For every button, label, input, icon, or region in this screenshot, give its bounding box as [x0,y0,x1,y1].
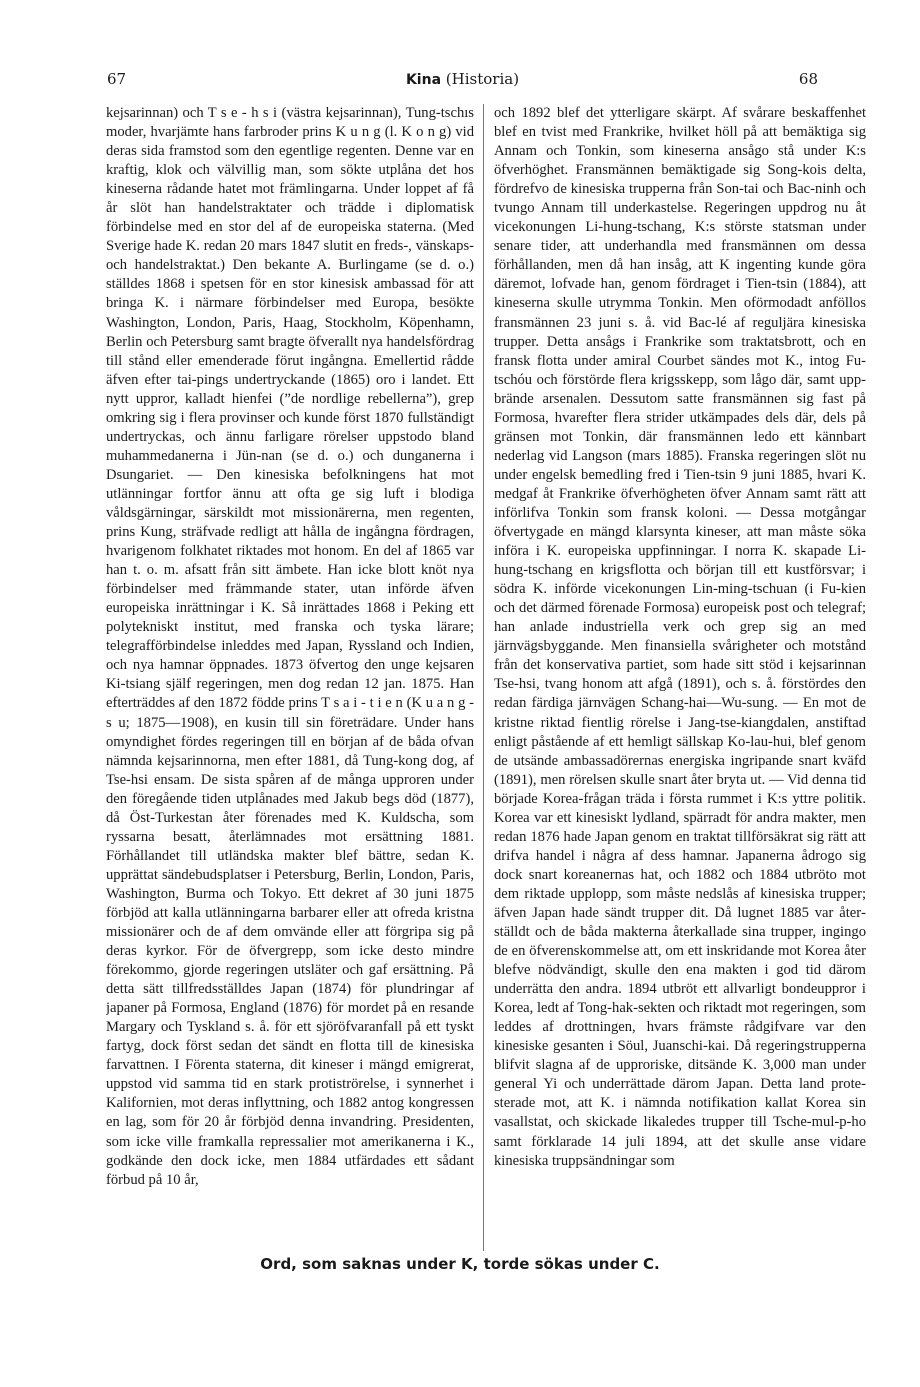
page-footer-note: Ord, som saknas under K, torde sökas under C. [260,1255,660,1273]
text-column-right [494,104,866,1256]
running-title-qualifier: (Historia) [445,70,520,88]
running-title [107,70,818,88]
left-column-text: kejsarinnan) och T s e - h s i (västra kejsarinnan), Tung-tschıs moder, hvarjämte hans farbroder prins K u n g (l. K o n g) vid deras sida framstod som den egentlige regenten. Denne var en kraftig, klok och välvillig man, som sökte utplåna det hos kineserna rådande hatet mot främlingarna. Under loppet af få år slöt han handelstraktater och trädde i diplomatisk förbindelse med en stor del af de europeiska staterna. (Med Sverige hade K. redan 20 mars 1847 slutit en freds-, vänskaps- och handelstraktat.) Den bekante A. Burlingame (se d. o.) ställdes 1868 i spetsen för en stor kinesisk ambassad för att bringa K. i närmare förbindelser med Europa, besökte Washington, London, Paris, Haag, Stockholm, Köpenhamn, Berlin och Petersburg samt bragte öfverallt nya handelsfördrag till stånd eller emenderade förut ingångna. Emellertid rådde äfven efter tai-pings undertryckande (1865) oro i landet. Ett nytt uppror, kalladt hienfei (”de nordlige rebellerna”), grep omkring sig i flera provinser och kunde först 1870 fullständigt undertryckas, och ännu farligare rörelser uppstodo bland muhammedanerna i Jün-nan (se d. o.) och dunganerna i Dsungariet. — Den kinesiska befolkningens hat mot utlänningar fortfor ännu att ofta ge sig luft i blodiga våldsgärningar, särskildt mot missionärerna, men regenten, prins Kung, sträfvade redligt att hålla de ingångna fördragen, hvarigenom folkhatet riktades mot honom. En del af 1865 var han t. o. m. afsatt från sitt ämbete. Han icke blott knöt nya förbindelser med främmande stater, utan införde äfven europeiska inrättningar i K. Så inrättades 1868 i Peking ett polytekniskt institut, med franska och tyska lärare; telegrafförbindelse inleddes med Japan, Ryssland och Indien, och nya hamnar öppnades. 1873 öfvertog den unge kejsaren Ki-tsiang själf regeringen, men dog redan 12 jan. 1875. Han efterträddes af den 1872 födde prins T s a i - t i e n (K u a n g - s u; 1875—1908), en kusin till sin företrädare. Under hans omyndighet fördes regeringen till en början af de båda ofvan nämnda kejsarinnorna, men efter 1881, då Tung-kong dog, af Tse-hsi ensam. De sista spåren af de många upproren under den föregående tiden utplånades med Jakub begs död (1877), då Öst-Turkestan åter förenades med K. Kuldscha, som ryssarna besatt, återlämnades mot ersättning 1881. Förhållandet till utländska makter blef bättre, sedan K. upprättat sändebudsplatser i Petersburg, Berlin, London, Paris, Washington, Burma och Tokyo. Ett dekret af 30 juni 1875 förbjöd att kalla utlänningarna barbarer eller att ofreda kristna missionärer och de af dem omvände eller att förgripa sig på deras kyrkor. För de öfvergrepp, som icke desto mindre förekommo, gjorde regeringen utsläter och gaf ersättning. På detta sätt tillfredsställdes Japan (1874) för plundringar af japaner på Formosa, England (1876) för mordet på en resande Margary och Tyskland s. å. för ett sjöröfvaranfall på ett tyskt fartyg, dock först sedan det sändt en flotta till de kinesiska farvattnen. I Förenta staterna, dit kineser i mängd emigrerat, uppstod vid samma tid en stark protiströrelse, i synnerhet i Kalifornien, mot deras inflyttning, och 1882 antog kongressen en lag, som för 20 år förbjöd denna invandring. Presidenten, som icke ville framkalla repressalier mot amerikanerna i K., godkände den dock icke, men 1884 utfärdades ett sådant förbud på 10 år, [106,105,474,1188]
text-column-left [106,104,474,1256]
page-number-right: 68 [798,70,818,88]
column-divider [483,104,484,1251]
page-number-left: 67 [107,70,127,88]
running-header [107,70,818,92]
right-column-text: och 1892 blef det ytterligare skärpt. Af svårare beskaffenhet blef en tvist med Frankrike, hvilket höll på att bemäktiga sig Annam och Tonkin, som kineserna ansågo stå under K:s öfverhöghet. Fransmännen bemäktigade sig Song-kois delta, fördrefvo de kinesiska trupperna från Son-tai och Bac-ninh och tvungo Annam till underkastelse. Regeringen uppdrog nu åt vicekonungen Li-hung-tschang, K:s störste statsman under senare tider, att underhandla med fransmännen om dessa förhållanden, men då han insåg, att K ingenting kunde göra däremot, lofvade han, genom fördraget i Tien-tsin (1884), att kineserna skulle utrymma Tonkin. Men oförmodadt anföllos fransmännen 23 juni s. å. vid Bac-lé af reguljära kinesiska trupper. Detta ansågs i Frankrike som traktatsbrott, och en fransk flotta under amiral Courbet sändes mot K., intog Fu-tschóu och förstörde flera krigsskepp, som lågo där, samt uppbrände arsenalen. Dessutom satte fransmännen sig fast på Formosa, hvarefter flera strider utkämpades dels där, dels på gränsen mot Tonkin, där fransmännen ledo ett kännbart nederlag vid Langson (mars 1885). Franska regeringen slöt nu under engelsk bemedling fred i Tien-tsin 9 juni 1885, hvari K. medgaf åt Frankrike öfverhögheten öfver Annam samt rätt att införlifva Tonkin som fransk koloni. — Dessa motgångar öfvertygade en mängd klarsynta kineser, att man måste söka införa i K. europeiska uppfinningar. I norra K. skapade Li-hung-tschang en krigsflotta och början till ett kustförsvar; i södra K. införde vicekonungen Lin-ming-tschuan (i Fu-kien och det därmed förenade Formosa) europeisk post och telegraf; han anlade industriella verk och grep sig an med järnvägsbyggande. Men finansiella svårigheter och motstånd från det konservativa partiet, som hade sitt stöd i kejsarinnan Tse-hsi, tvang honom att afgå (1891), och s. å. förstördes den redan färdiga järnvägen Schang-hai—Wu-sung. — En mot de kristne riktad fientlig rörelse i Jang-tse-kiangdalen, anstiftad enligt påstående af ett hemligt sällskap Ko-lau-hui, blef genom de utsände ambassadörernas energiska ingripande snart kväfd (1891), men rörelsen skulle snart åter bryta ut. — Vid denna tid började Korea-frågan träda i första rummet i K:s yttre politik. Korea var ett kinesiskt lydland, spärradt för andra makter, men redan 1876 hade Japan genom en traktat tillförsäkrat sig rätt att drifva handel i några af dess hamnar. Japanerna ådrogo sig dock snart koreanernas hat, och 1882 och 1884 utbröto mot dem riktade upplopp, som måste nedslås af kinesiska trupper; äfven Japan hade sändt trupper dit. Då lugnet 1885 var återställdt och de båda makterna återkallade sina trupper, ingingo de en öfverenskommelse att, om ett inskridande mot Korea åter blefve nödvändigt, skulle den ena makten i god tid därom underrätta den andra. 1894 utbröt ett allvarligt bondeuppror i Korea, ledt af Tong-hak-sekten och riktadt mot regeringen, som leddes af drottningen, hvars främste rådgifvare var den kinesiske gesanten i Söul, Juanschi-kai. Då regeringstrupperna blifvit slagna af de upproriske, ditsände K. 3,000 man under general Yi och underrättade därom Japan. Detta land protesterade mot, att K. i nämnda notifikation kallat Korea sin vasallstat, och skickade likaledes trupper till Tsche-mul-p-ho samt förklarade 14 juli 1894, att det skulle anse vidare kinesiska truppsändningar som [494,105,866,1169]
running-title-keyword: Kina [405,72,442,88]
